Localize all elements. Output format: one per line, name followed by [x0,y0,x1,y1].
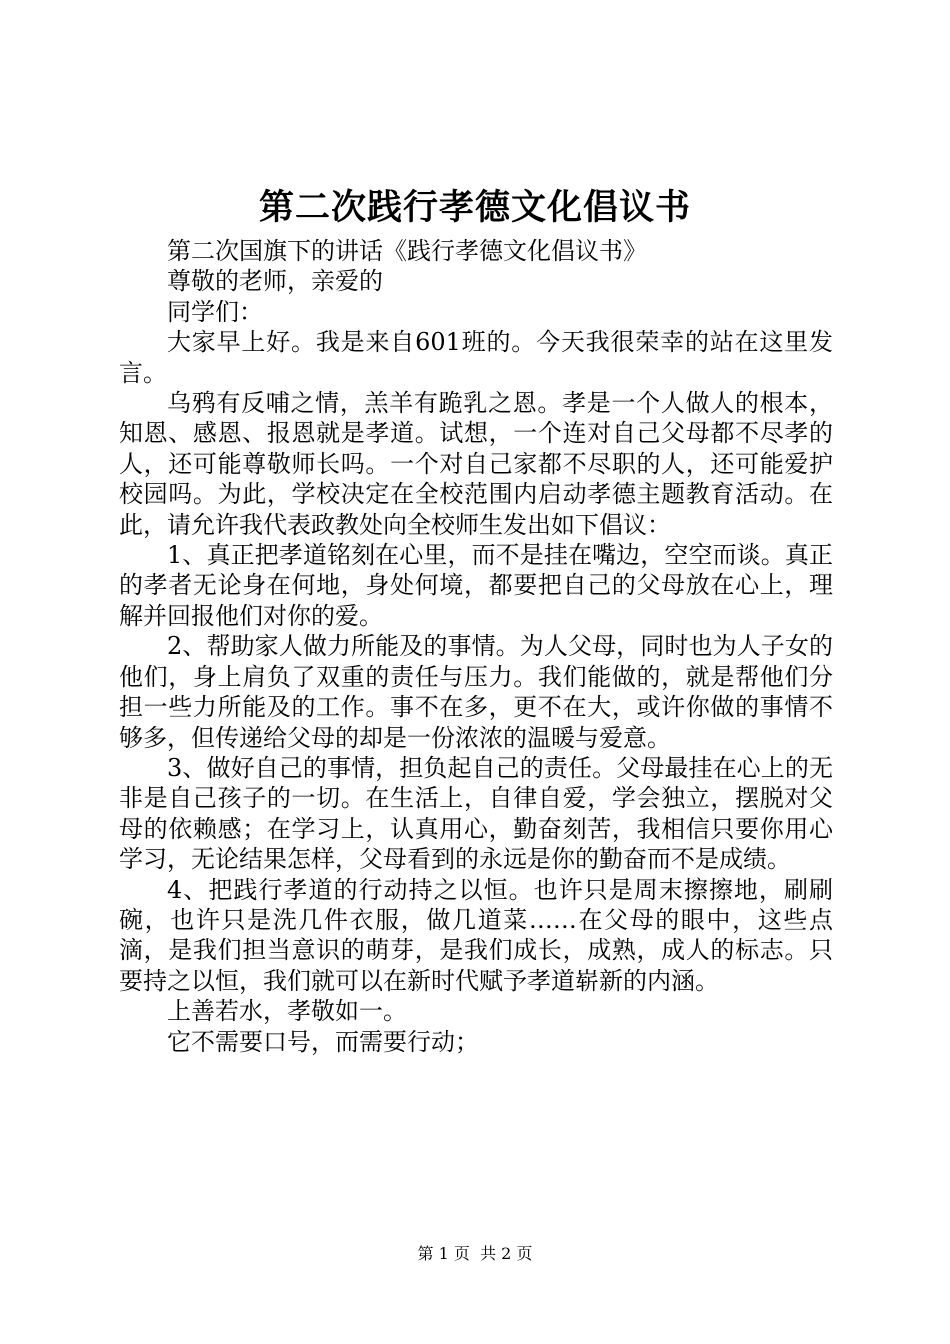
paragraph-greeting: 大家早上好。我是来自601班的。今天我很荣幸的站在这里发言。 [119,328,833,387]
paragraph-closing-1: 上善若水，孝敬如一。 [167,997,407,1026]
paragraph-proposal-3: 3、做好自己的事情，担负起自己的责任。父母最挂在心上的无非是自己孩子的一切。在生活上，自律自爱，学会独立，摆脱对父母的依赖感；在学习上，认真用心，勤奋刻苦，我相信只要你用心学习，无论结果怎样，父母看到的永远是你的勤奋而不是成绩。 [119,753,833,874]
paragraph-proposal-4: 4、把践行孝道的行动持之以恒。也许只是周末擦擦地，刷刷碗，也许只是洗几件衣服，做几道菜……在父母的眼中，这些点滴，是我们担当意识的萌芽，是我们成长，成熟，成人的标志。只要持之以恒，我们就可以在新时代赋予孝道崭新的内涵。 [119,875,833,995]
paragraph-speech-heading: 第二次国旗下的讲话《践行孝德文化倡议书》 [167,237,647,265]
document-body [119,236,833,1057]
page-total: 共 2 页 [480,1244,533,1263]
paragraph-proposal-2: 2、帮助家人做力所能及的事情。为人父母，同时也为人子女的他们，身上肩负了双重的责任与压力。我们能做的，就是帮他们分担一些力所能及的工作。事不在多，更不在大，或许你做的事情不够多，但传递给父母的却是一份浓浓的温暖与爱意。 [119,632,833,752]
page-footer [0,1244,950,1264]
paragraph-intro: 乌鸦有反哺之情，羔羊有跪乳之恩。孝是一个人做人的根本，知恩、感恩、报恩就是孝道。试想，一个连对自己父母都不尽孝的人，还可能尊敬师长吗。一个对自己家都不尽职的人，还可能爱护校园吗。为此，学校决定在全校范围内启动孝德主题教育活动。在此，请允许我代表政教处向全校师生发出如下倡议： [119,389,833,539]
paragraph-closing-2: 它不需要口号，而需要行动； [167,1027,479,1056]
document-title: 第二次践行孝德文化倡议书 [258,187,691,228]
paragraph-proposal-1: 1、真正把孝道铭刻在心里，而不是挂在嘴边，空空而谈。真正的孝者无论身在何地，身处何境，都要把自己的父母放在心上，理解并回报他们对你的爱。 [119,541,833,630]
paragraph-salutation-2: 同学们： [167,297,263,326]
paragraph-salutation-1: 尊敬的老师，亲爱的 [167,267,383,296]
page-number: 第 1 页 [417,1244,470,1263]
